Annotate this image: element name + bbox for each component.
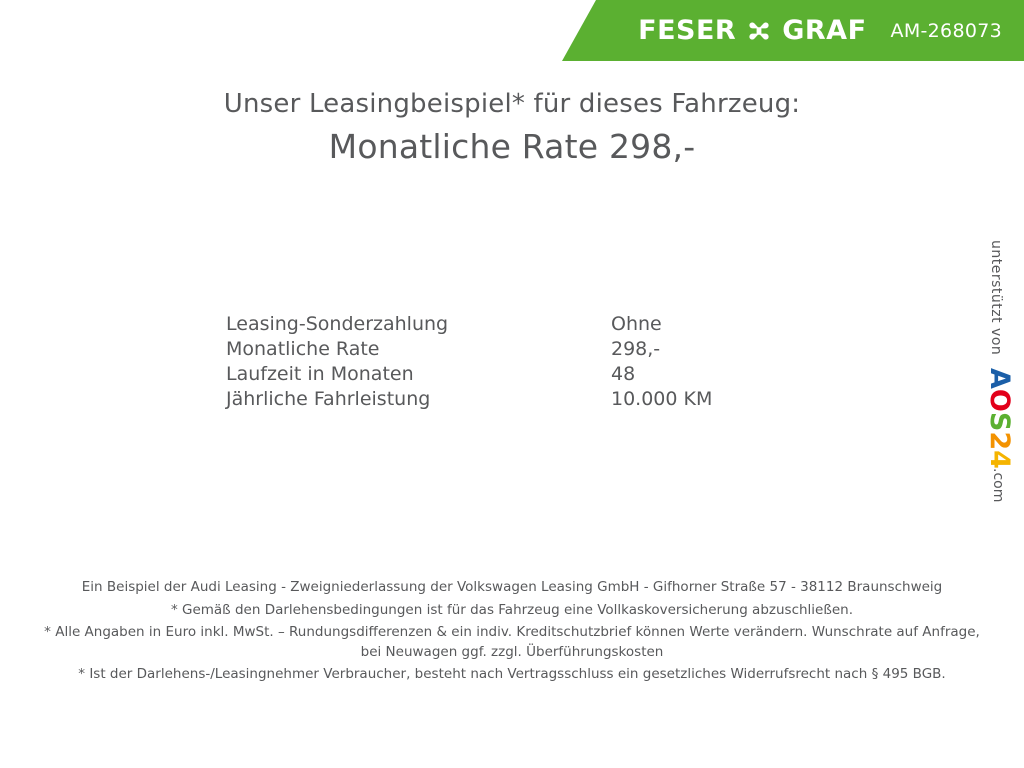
- table-row: [226, 337, 786, 362]
- leasing-details-table: [226, 312, 786, 412]
- detail-label: Jährliche Fahrleistung: [226, 388, 431, 410]
- footnote-line-2: * Gemäß den Darlehensbedingungen ist für das Fahrzeug eine Vollkaskoversicherung abzuschließen.: [170, 601, 854, 618]
- table-row: [226, 387, 786, 412]
- detail-label: Leasing-Sonderzahlung: [226, 313, 449, 335]
- detail-label: Laufzeit in Monaten: [226, 363, 414, 385]
- aos24-letter-4: 2: [984, 431, 1015, 451]
- table-row: [226, 312, 786, 337]
- headline-rate: Monatliche Rate 298,-: [328, 126, 696, 166]
- aos24-letter-1: A: [984, 368, 1015, 389]
- sponsor-strip: [986, 240, 1016, 540]
- aos24-logo: [986, 368, 1013, 469]
- brand-logo: [638, 17, 1002, 44]
- headline-block: [0, 88, 1024, 166]
- table-row: [226, 362, 786, 387]
- offer-code: AM-268073: [890, 19, 1002, 42]
- sponsor-domain: .com: [990, 468, 1006, 503]
- brand-name-left: FESER: [638, 15, 737, 46]
- aos24-letter-3: S: [984, 411, 1015, 432]
- clover-cross-icon: [746, 18, 772, 44]
- footnotes-block: [0, 578, 1024, 685]
- detail-value: 48: [611, 363, 636, 385]
- brand-name-right: GRAF: [782, 15, 867, 46]
- aos24-letter-2: O: [984, 388, 1015, 412]
- footnote-line-1: Ein Beispiel der Audi Leasing - Zweigniederlassung der Volkswagen Leasing GmbH - Gifhorner Straße 57 - 38112 Braunschweig: [81, 579, 943, 595]
- detail-value: 298,-: [611, 338, 661, 360]
- footnote-line-3: * Alle Angaben in Euro inkl. MwSt. – Rundungsdifferenzen & ein indiv. Kreditschutzbrief können Werte verändern. Wunschrate auf Anfrage, bei Neuwagen ggf. zzgl. Überführungskosten: [44, 624, 980, 660]
- detail-label: Monatliche Rate: [226, 338, 380, 360]
- detail-value: Ohne: [611, 313, 662, 335]
- header-banner: [596, 0, 1024, 61]
- footnote-line-4: * Ist der Darlehens-/Leasingnehmer Verbraucher, besteht nach Vertragsschluss ein gesetzliches Widerrufsrecht nach § 495 BGB.: [78, 666, 946, 682]
- sponsor-prefix: unterstützt von: [988, 240, 1004, 356]
- detail-value: 10.000 KM: [611, 388, 713, 410]
- headline-subtitle: Unser Leasingbeispiel* für dieses Fahrzeug:: [223, 89, 801, 119]
- aos24-letter-5: 4: [984, 450, 1015, 469]
